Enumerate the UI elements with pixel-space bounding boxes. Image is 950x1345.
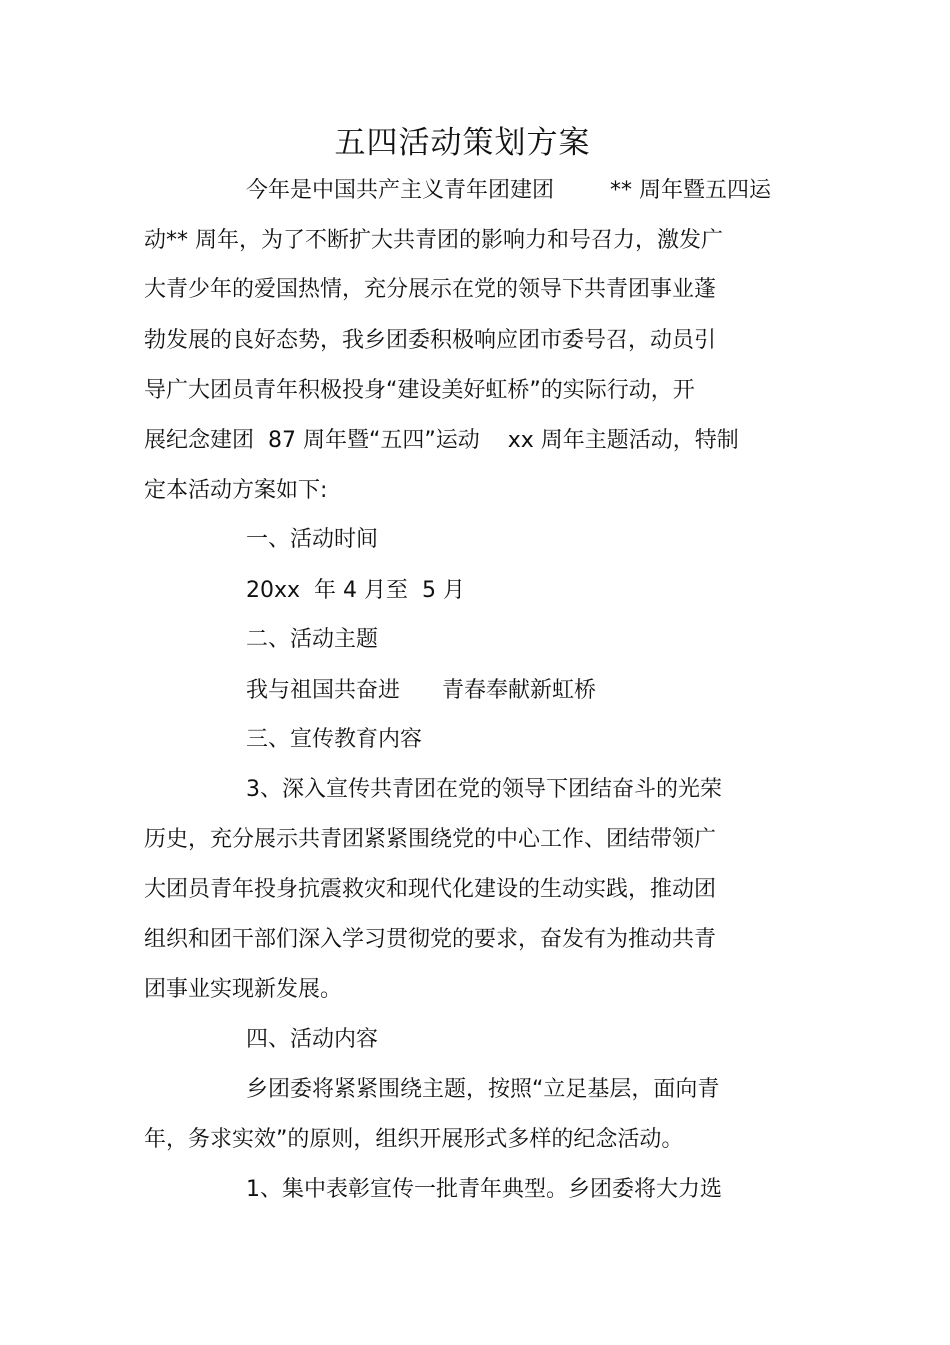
content-paragraph-line: 年，务求实效”的原则，组织开展形式多样的纪念活动。: [144, 1127, 684, 1152]
education-paragraph-line: 历史，充分展示共青团紧紧围绕党的中心工作、团结带领广: [144, 827, 717, 852]
document-title: 五四活动策划方案: [334, 125, 591, 161]
education-paragraph-line: 组织和团干部们深入学习贯彻党的要求，奋发有为推动共青: [144, 927, 717, 952]
section-heading-content: 四、活动内容: [246, 1027, 379, 1052]
section-heading-time: 一、活动时间: [246, 527, 379, 552]
education-paragraph-line: 3、深入宣传共青团在党的领导下团结奋斗的光荣: [246, 777, 722, 802]
intro-paragraph-line: 动** 周年，为了不断扩大共青团的影响力和号召力，激发广: [144, 228, 723, 253]
intro-paragraph-line: 今年是中国共产主义青年团建团 ** 周年暨五四运: [246, 178, 771, 203]
intro-paragraph-line: 勃发展的良好态势，我乡团委积极响应团市委号召，动员引: [144, 328, 717, 353]
section-heading-theme: 二、活动主题: [246, 627, 379, 652]
intro-paragraph-line: 大青少年的爱国热情，充分展示在党的领导下共青团事业蓬: [144, 277, 717, 302]
activity-time-text: 20xx 年 4 月至 5 月: [246, 578, 465, 603]
education-paragraph-line: 大团员青年投身抗震救灾和现代化建设的生动实践，推动团: [144, 877, 717, 902]
content-item-line: 1、集中表彰宣传一批青年典型。乡团委将大力选: [246, 1177, 722, 1202]
intro-paragraph-line: 导广大团员青年积极投身“建设美好虹桥”的实际行动，开: [144, 378, 695, 403]
intro-paragraph-line: 定本活动方案如下:: [144, 478, 328, 503]
activity-theme-text: 我与祖国共奋进 青春奉献新虹桥: [246, 678, 596, 703]
intro-paragraph-line: 展纪念建团 87 周年暨“五四”运动 xx 周年主题活动，特制: [144, 428, 739, 453]
education-paragraph-line: 团事业实现新发展。: [144, 977, 343, 1002]
content-paragraph-line: 乡团委将紧紧围绕主题，按照“立足基层，面向青: [246, 1077, 720, 1102]
section-heading-education: 三、宣传教育内容: [246, 727, 423, 752]
